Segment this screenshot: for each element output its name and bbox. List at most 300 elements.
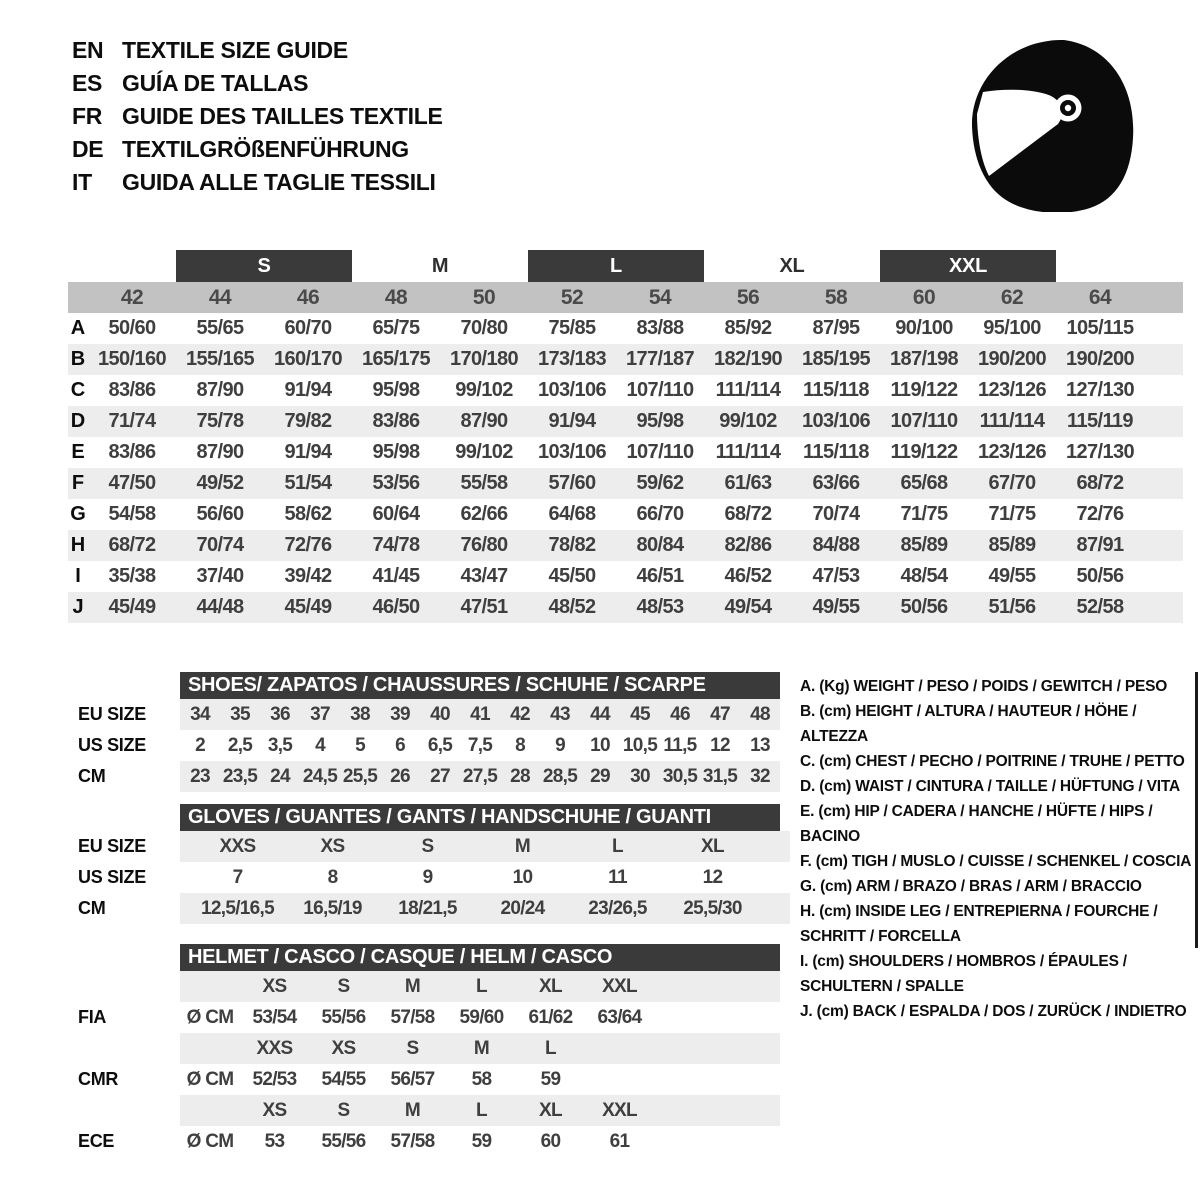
legend-item: G. (cm) ARM / BRAZO / BRAS / ARM / BRACCIO [800, 878, 1142, 895]
size-cell: 55/58 [460, 472, 508, 494]
size-cell: 123/126 [977, 379, 1047, 401]
size-cell: 74/78 [372, 534, 420, 556]
size-cell: 58 [471, 1068, 492, 1090]
size-group-xl: XL [779, 254, 805, 277]
size-cell: 83/86 [108, 441, 156, 463]
size-cell: 35 [230, 703, 250, 725]
size-cell: 60/64 [372, 503, 420, 525]
size-cell: XS [320, 835, 345, 857]
size-group-l: L [528, 250, 704, 282]
language-code: DE [72, 136, 104, 162]
language-title: TEXTILE SIZE GUIDE [122, 37, 348, 63]
size-cell: 66/70 [636, 503, 684, 525]
size-cell: 6 [395, 734, 405, 756]
row-label: G [70, 503, 86, 525]
size-cell: 31,5 [702, 765, 738, 787]
gloves-values [180, 893, 790, 924]
legend-item: H. (cm) INSIDE LEG / ENTREPIERNA / FOURCHE / SCHRITT / FORCELLA [800, 903, 1158, 945]
shoes-values [180, 730, 780, 761]
size-cell: 68/72 [724, 503, 772, 525]
size-group-xxl: XXL [880, 250, 1056, 282]
size-cell: 63/64 [597, 1006, 642, 1028]
numeric-size: 64 [1088, 285, 1112, 309]
size-group-header-row [68, 250, 1183, 282]
size-cell: 68/72 [108, 534, 156, 556]
row-label: H [70, 534, 86, 556]
language-code: FR [72, 103, 103, 129]
size-cell: 99/102 [455, 379, 513, 401]
size-cell: 2,5 [227, 734, 253, 756]
size-cell: 46/50 [372, 596, 420, 618]
size-cell: 55/65 [196, 317, 244, 339]
standard-label: FIA [78, 1007, 107, 1027]
size-cell: 185/195 [801, 348, 871, 370]
size-cell: 59/60 [459, 1006, 504, 1028]
size-cell: 5 [355, 734, 365, 756]
size-cell: 42 [510, 703, 530, 725]
language-row [72, 133, 443, 166]
size-cell: 2 [195, 734, 205, 756]
size-cell: 107/110 [626, 441, 694, 463]
size-cell: 63/66 [812, 472, 860, 494]
size-cell: 35/38 [108, 565, 156, 587]
size-cell: 72/76 [284, 534, 332, 556]
size-cell: 59 [540, 1068, 561, 1090]
legend-item: B. (cm) HEIGHT / ALTURA / HAUTEUR / HÖHE / ALTEZZA [800, 703, 1137, 745]
legend-item: C. (cm) CHEST / PECHO / POITRINE / TRUHE / PETTO [800, 753, 1185, 770]
size-cell: 41 [470, 703, 490, 725]
size-cell: 57/58 [390, 1006, 435, 1028]
size-cell: 61 [609, 1130, 630, 1152]
size-cell: 45/49 [284, 596, 332, 618]
size-cell: 59/62 [636, 472, 684, 494]
size-cell: 61/63 [724, 472, 772, 494]
size-cell: 150/160 [97, 348, 167, 370]
size-cell: 52/53 [252, 1068, 297, 1090]
numeric-size: 50 [472, 285, 496, 309]
size-cell: 83/86 [372, 410, 420, 432]
legend-item: A. (Kg) WEIGHT / PESO / POIDS / GEWITCH / PESO [800, 678, 1168, 695]
size-cell: 56/57 [390, 1068, 435, 1090]
size-cell: 23 [190, 765, 210, 787]
helmet-size-header: XL [539, 1099, 562, 1121]
row-label: A [70, 317, 86, 339]
standard-label: ECE [78, 1131, 115, 1151]
size-cell: 190/200 [977, 348, 1047, 370]
size-cell: 90/100 [895, 317, 953, 339]
helmet-values-row-fia [68, 1002, 780, 1033]
language-row [72, 100, 443, 133]
size-cell: S [421, 835, 434, 857]
size-group-m: M [431, 254, 449, 277]
shoes-row-2 [68, 730, 780, 761]
row-label: C [70, 379, 86, 401]
size-cell: 57/60 [548, 472, 596, 494]
size-cell: 45 [630, 703, 650, 725]
numeric-size: 42 [120, 285, 144, 309]
size-cell: 48/52 [548, 596, 596, 618]
size-cell: 177/187 [625, 348, 695, 370]
unit-label: Ø CM [186, 1068, 234, 1090]
size-cell: 107/110 [890, 410, 958, 432]
size-cell: 8 [327, 866, 338, 888]
size-cell: 103/106 [801, 410, 871, 432]
size-cell: 7,5 [467, 734, 493, 756]
section-row-label: US SIZE [78, 867, 146, 887]
size-cell: 29 [590, 765, 610, 787]
size-cell: 25,5/30 [683, 897, 742, 919]
language-code: ES [72, 70, 103, 96]
size-cell: 58/62 [284, 503, 332, 525]
size-cell: 95/100 [983, 317, 1041, 339]
size-cell: 65/75 [372, 317, 420, 339]
legend-item: I. (cm) SHOULDERS / HOMBROS / ÉPAULES / SCHULTERN / SPALLE [800, 953, 1127, 995]
size-cell: 85/89 [988, 534, 1036, 556]
size-cell: 105/115 [1066, 317, 1134, 339]
helmet-sizes-row-ece [68, 1095, 780, 1126]
size-cell: 45/49 [108, 596, 156, 618]
section-row-label: CM [78, 766, 106, 786]
size-cell: 170/180 [449, 348, 519, 370]
size-cell: 48 [750, 703, 770, 725]
size-cell: 103/106 [537, 441, 607, 463]
helmet-size-header: XL [539, 975, 562, 997]
size-cell: 127/130 [1065, 441, 1135, 463]
numeric-size: 52 [560, 285, 584, 309]
numeric-size: 56 [736, 285, 760, 309]
size-cell: 190/200 [1065, 348, 1135, 370]
size-cell: 13 [750, 734, 770, 756]
size-cell: 95/98 [636, 410, 684, 432]
size-cell: 64/68 [548, 503, 596, 525]
size-cell: 111/114 [979, 410, 1045, 432]
size-cell: 83/86 [108, 379, 156, 401]
helmet-section [68, 944, 780, 1157]
size-cell: 182/190 [713, 348, 783, 370]
table-row-b [68, 344, 1183, 375]
size-cell: 127/130 [1065, 379, 1135, 401]
size-cell: 55/56 [321, 1006, 366, 1028]
size-cell: 65/68 [900, 472, 948, 494]
helmet-size-header: M [404, 1099, 421, 1121]
size-cell: 39/42 [284, 565, 332, 587]
size-cell: 60 [540, 1130, 561, 1152]
size-cell: 78/82 [548, 534, 596, 556]
size-cell: 44/48 [196, 596, 244, 618]
helmet-values [180, 1064, 780, 1095]
size-cell: 107/110 [626, 379, 694, 401]
numeric-size: 62 [1000, 285, 1024, 309]
size-cell: 30,5 [662, 765, 698, 787]
section-row-label: CM [78, 898, 106, 918]
numeric-size: 46 [296, 285, 320, 309]
size-cell: 91/94 [284, 441, 332, 463]
size-cell: 173/183 [537, 348, 607, 370]
size-cell: 76/80 [460, 534, 508, 556]
size-cell: 72/76 [1076, 503, 1124, 525]
size-cell: 50/56 [1076, 565, 1124, 587]
shoes-section [68, 672, 780, 792]
section-row-label: EU SIZE [78, 704, 146, 724]
size-cell: 50/60 [108, 317, 156, 339]
table-row-a [68, 313, 1183, 344]
table-row-f [68, 468, 1183, 499]
size-cell: 99/102 [455, 441, 513, 463]
legend-item: F. (cm) TIGH / MUSLO / CUISSE / SCHENKEL / COSCIA [800, 853, 1192, 870]
size-cell: 9 [422, 866, 433, 888]
gloves-values [180, 831, 790, 862]
size-group-s: S [176, 250, 352, 282]
size-cell: 54/55 [321, 1068, 366, 1090]
size-cell: 4 [315, 734, 325, 756]
size-cell: 34 [190, 703, 210, 725]
size-cell: 56/60 [196, 503, 244, 525]
row-label: I [75, 565, 81, 587]
size-cell: 36 [270, 703, 290, 725]
helmet-values [180, 1002, 780, 1033]
size-cell: 53/56 [372, 472, 420, 494]
size-cell: 20/24 [500, 897, 545, 919]
size-cell: 51/54 [284, 472, 332, 494]
size-cell: 71/75 [900, 503, 948, 525]
numeric-size: 54 [648, 285, 672, 309]
size-cell: 87/95 [812, 317, 860, 339]
size-cell: 16,5/19 [303, 897, 362, 919]
size-cell: 70/74 [196, 534, 244, 556]
section-row-label [68, 1033, 180, 1064]
size-cell: 187/198 [889, 348, 959, 370]
size-cell: 82/86 [724, 534, 772, 556]
size-cell: 49/55 [812, 596, 860, 618]
size-cell: 70/80 [460, 317, 508, 339]
gloves-title-bar: GLOVES / GUANTES / GANTS / HANDSCHUHE / GUANTI [180, 804, 780, 831]
size-cell: 47/53 [812, 565, 860, 587]
helmet-size-headers [180, 1095, 780, 1126]
helmet-size-header: S [337, 975, 350, 997]
row-label: F [71, 472, 85, 494]
size-cell: 87/90 [196, 441, 244, 463]
size-cell: 49/52 [196, 472, 244, 494]
size-cell: 3,5 [267, 734, 293, 756]
page-edge-line [1195, 672, 1198, 948]
size-cell: 45/50 [548, 565, 596, 587]
language-row [72, 67, 443, 100]
size-cell: 12,5/16,5 [201, 897, 274, 919]
numeric-size-row [68, 282, 1183, 313]
language-title: TEXTILGRÖßENFÜHRUNG [122, 136, 409, 162]
size-cell: 37 [310, 703, 330, 725]
table-row-e [68, 437, 1183, 468]
size-cell: 95/98 [372, 441, 420, 463]
helmet-size-header: M [473, 1037, 490, 1059]
size-cell: 30 [630, 765, 650, 787]
table-row-j [68, 592, 1183, 623]
size-cell: 111/114 [715, 379, 781, 401]
helmet-size-header: M [404, 975, 421, 997]
helmet-size-header: L [545, 1037, 556, 1059]
shoes-row-1 [68, 699, 780, 730]
size-cell: 47/50 [108, 472, 156, 494]
size-cell: 24,5 [302, 765, 338, 787]
legend-item: J. (cm) BACK / ESPALDA / DOS / ZURÜCK / INDIETRO [800, 1003, 1187, 1020]
size-cell: 83/88 [636, 317, 684, 339]
language-title: GUIDA ALLE TAGLIE TESSILI [122, 169, 436, 195]
size-cell: 67/70 [988, 472, 1036, 494]
language-title: GUÍA DE TALLAS [122, 70, 309, 96]
size-cell: 85/92 [724, 317, 772, 339]
table-row-h [68, 530, 1183, 561]
gloves-row-2 [68, 862, 780, 893]
row-label: E [71, 441, 85, 463]
helmet-size-header: XS [262, 1099, 287, 1121]
row-label: D [70, 410, 86, 432]
measurement-rows [68, 313, 1183, 623]
size-cell: 80/84 [636, 534, 684, 556]
legend-item: D. (cm) WAIST / CINTURA / TAILLE / HÜFTUNG / VITA [800, 778, 1180, 795]
size-cell: 111/114 [715, 441, 781, 463]
size-cell: XXS [219, 835, 256, 857]
size-cell: 12 [702, 866, 723, 888]
helmet-size-headers [180, 1033, 780, 1064]
legend-item: E. (cm) HIP / CADERA / HANCHE / HÜFTE / HIPS / BACINO [800, 803, 1153, 845]
numeric-size: 60 [912, 285, 936, 309]
shoes-row-3 [68, 761, 780, 792]
helmet-size-header: S [406, 1037, 419, 1059]
size-cell: 47/51 [460, 596, 508, 618]
size-cell: 95/98 [372, 379, 420, 401]
size-cell: 123/126 [977, 441, 1047, 463]
table-row-c [68, 375, 1183, 406]
size-cell: 87/90 [460, 410, 508, 432]
section-row-label: US SIZE [78, 735, 146, 755]
size-cell: 51/56 [988, 596, 1036, 618]
size-cell: 91/94 [284, 379, 332, 401]
helmet-values-row-ece [68, 1126, 780, 1157]
size-cell: 27,5 [462, 765, 498, 787]
size-cell: 23,5 [222, 765, 258, 787]
size-cell: L [612, 835, 623, 857]
size-cell: 99/102 [719, 410, 777, 432]
size-cell: XL [701, 835, 724, 857]
textile-size-table [68, 250, 1183, 623]
table-row-g [68, 499, 1183, 530]
size-cell: 41/45 [372, 565, 420, 587]
language-title-list [72, 34, 443, 199]
size-cell: 84/88 [812, 534, 860, 556]
size-cell: 53 [264, 1130, 285, 1152]
size-cell: 47 [710, 703, 730, 725]
helmet-size-header: XXL [602, 975, 637, 997]
size-cell: 11,5 [663, 734, 697, 756]
size-cell: 8 [515, 734, 525, 756]
size-cell: 60/70 [284, 317, 332, 339]
size-cell: 32 [750, 765, 770, 787]
unit-label: Ø CM [186, 1006, 234, 1028]
gloves-row-3 [68, 893, 780, 924]
size-cell: 54/58 [108, 503, 156, 525]
size-cell: 55/56 [321, 1130, 366, 1152]
language-row [72, 34, 443, 67]
size-cell: 9 [555, 734, 565, 756]
size-cell: 75/78 [196, 410, 244, 432]
shoes-rows [68, 699, 780, 792]
numeric-size: 44 [208, 285, 232, 309]
row-label: J [72, 596, 84, 618]
size-cell: 48/53 [636, 596, 684, 618]
numeric-size: 58 [824, 285, 848, 309]
helmet-values-row-cmr [68, 1064, 780, 1095]
size-cell: 43/47 [460, 565, 508, 587]
gloves-section [68, 804, 780, 924]
helmet-size-header: L [476, 975, 487, 997]
size-cell: 91/94 [548, 410, 596, 432]
size-cell: 119/122 [890, 379, 958, 401]
table-row-i [68, 561, 1183, 592]
size-cell: 26 [390, 765, 410, 787]
size-cell: 37/40 [196, 565, 244, 587]
size-cell: 10 [512, 866, 533, 888]
numeric-size: 48 [384, 285, 408, 309]
size-cell: 25,5 [342, 765, 378, 787]
size-cell: 119/122 [890, 441, 958, 463]
size-cell: 57/58 [390, 1130, 435, 1152]
shoes-values [180, 699, 780, 730]
helmet-size-header: XXS [256, 1037, 293, 1059]
shoes-title-bar: SHOES/ ZAPATOS / CHAUSSURES / SCHUHE / SCARPE [180, 672, 780, 699]
helmet-size-headers [180, 971, 780, 1002]
size-cell: 50/56 [900, 596, 948, 618]
helmet-size-header: S [337, 1099, 350, 1121]
helmet-size-header: L [476, 1099, 487, 1121]
racing-helmet-graphic [968, 34, 1140, 212]
language-code: IT [72, 169, 92, 195]
size-cell: M [514, 835, 531, 857]
size-cell: 43 [550, 703, 570, 725]
size-cell: 28,5 [542, 765, 578, 787]
helmet-size-header: XXL [602, 1099, 637, 1121]
helmet-title-bar: HELMET / CASCO / CASQUE / HELM / CASCO [180, 944, 780, 971]
gloves-rows [68, 831, 780, 924]
size-cell: 71/75 [988, 503, 1036, 525]
shoes-values [180, 761, 780, 792]
size-cell: 7 [232, 866, 243, 888]
row-label: B [70, 348, 86, 370]
size-cell: 52/58 [1076, 596, 1124, 618]
gloves-values [180, 862, 790, 893]
section-row-label [68, 1095, 180, 1126]
size-cell: 75/85 [548, 317, 596, 339]
size-cell: 71/74 [108, 410, 156, 432]
size-cell: 27 [430, 765, 450, 787]
size-cell: 115/118 [803, 379, 869, 401]
size-cell: 49/55 [988, 565, 1036, 587]
gloves-row-1 [68, 831, 780, 862]
size-cell: 40 [430, 703, 450, 725]
size-cell: 28 [510, 765, 530, 787]
size-cell: 44 [590, 703, 610, 725]
section-row-label: EU SIZE [78, 836, 146, 856]
size-cell: 38 [350, 703, 370, 725]
size-cell: 49/54 [724, 596, 772, 618]
helmet-size-header: XS [262, 975, 287, 997]
racing-helmet-icon [968, 34, 1140, 212]
measurement-legend [800, 674, 1198, 1024]
size-cell: 46/51 [636, 565, 684, 587]
table-row-d [68, 406, 1183, 437]
size-cell: 6,5 [427, 734, 453, 756]
size-cell: 46 [670, 703, 690, 725]
language-row [72, 166, 443, 199]
